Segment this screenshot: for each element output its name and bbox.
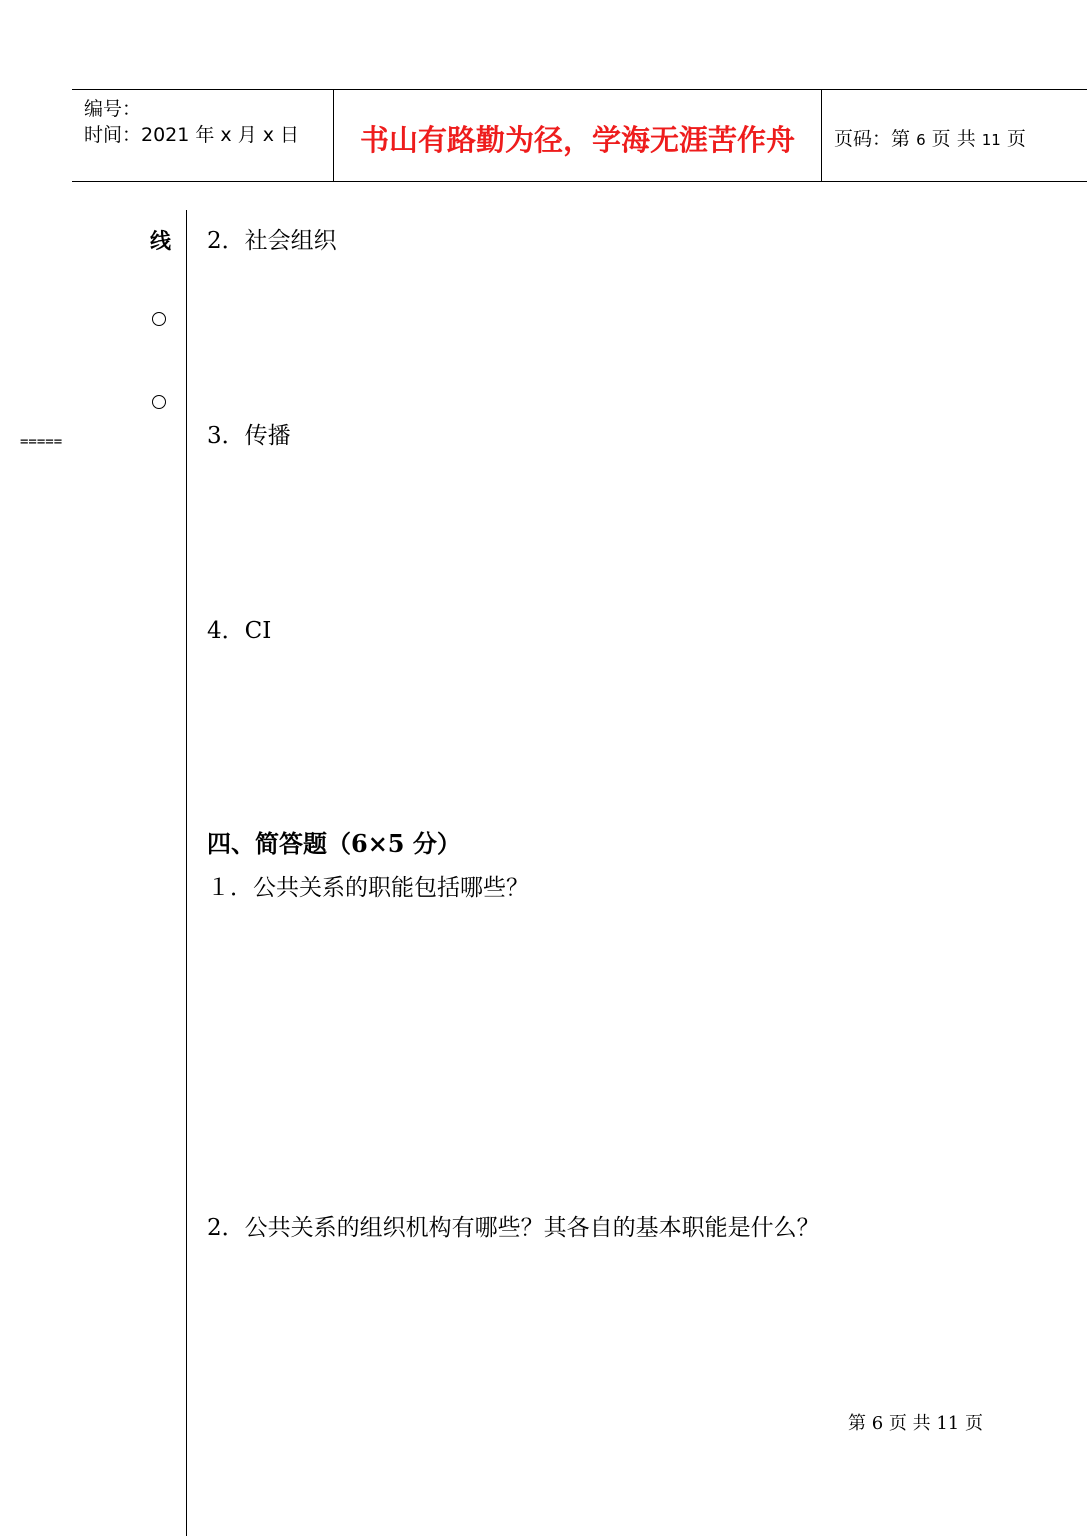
motto-text: 书山有路勤为径，学海无涯苦作舟 [359,123,795,157]
time-label: 时间：2021 年 x 月 x 日 [84,124,300,146]
term-item: 3．传播 [207,423,291,449]
binding-hole-icon [152,395,166,409]
page-mid: 页 共 [931,128,976,150]
section-title: 四、简答题（6×5 分） [207,829,461,858]
page-footer: 第 6 页 共 11 页 [848,1413,983,1434]
binding-line [186,210,187,1536]
term-item: 2．社会组织 [207,228,337,254]
cut-marks: ===== [20,434,63,450]
header-page-cell [822,90,1087,182]
question-item: 2．公共关系的组织机构有哪些？其各自的基本职能是什么？ [207,1215,820,1241]
term-item: 4．CI [207,618,272,644]
binding-hole-icon [152,312,166,326]
page-suffix: 页 [1006,128,1026,150]
page-current: 6 [916,131,926,149]
page-prefix: 页码：第 [834,128,911,150]
page-indicator [834,124,1026,151]
page-header [72,89,1087,182]
header-info-cell [72,90,334,182]
question-item: １．公共关系的职能包括哪些？ [207,875,529,901]
header-motto-cell [334,90,822,182]
page-total: 11 [981,131,1001,149]
id-label: 编号： [84,98,142,120]
binding-line-label: 线 [150,228,171,253]
